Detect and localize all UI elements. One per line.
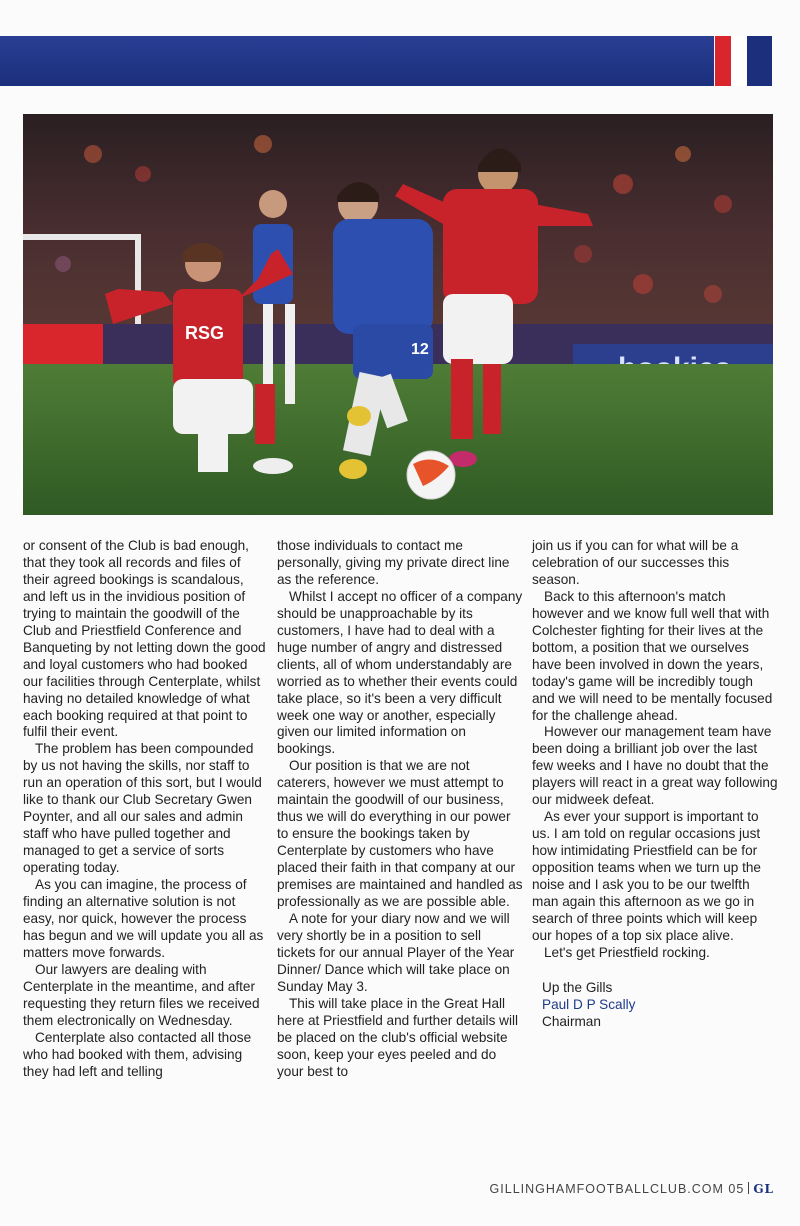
paragraph: The problem has been compounded by us not having the skills, nor staff to run an operation of this sort, but I would like to thank our Club Secretary Gwen Poynter, and all our sales and admin staff who have pulled together and managed to get a service of sorts operating today. (23, 741, 262, 876)
paragraph: Centerplate also contacted all those who had booked with them, advising they had left and telling (23, 1029, 252, 1079)
paragraph: However our management team have been doing a brilliant job over the last few weeks and I have no doubt that the players will react in a great way following our midweek defeat. (532, 724, 778, 808)
paragraph: Let's get Priestfield rocking. (544, 944, 710, 960)
paragraph: As you can imagine, the process of finding an alternative solution is not easy, nor quick, however the process has begun and we will update you all as matters move forwards. (23, 877, 264, 960)
article-column-3 (532, 538, 778, 1030)
shirt-number: 12 (411, 341, 429, 358)
paragraph: Whilst I accept no officer of a company should be unapproachable by its customers, I have had to deal with a huge number of angry and distressed clients, all of whom understandably are worried as to whether their events could take place, so it's been a very difficult week one way or another, especially given our limited information on bookings. (277, 588, 523, 757)
paragraph: As ever your support is important to us. I am told on regular occasions just how intimidating Priestfield can be for opposition teams when we turn up the noise and I ask you to be our twelfth man again this afternoon as we go in search of three points which will keep our hopes of a top six place alive. (532, 809, 761, 943)
paragraph: Back to this afternoon's match however and we know full well that with Colchester fighting for their lives at the bottom, a position that we ourselves have been involved in down the years, today's game will be incredibly tough and we will need to be mentally focused for the challenge ahead. (532, 588, 773, 723)
signoff-closing: Up the Gills (542, 979, 613, 995)
header-band (0, 36, 714, 86)
paragraph: or consent of the Club is bad enough, that they took all records and files of their agreed bookings is scandalous, and left us in the invidious position of trying to maintain the goodwill of the Club and Priestfield Conference and Banqueting by not letting down the good and loyal customers who had booked our facilities through Centerplate, whilst having no detailed knowledge of what each booking required at that point to fulfil their event. (23, 538, 266, 740)
kneeling-shirt-sponsor: RSG (185, 323, 225, 343)
page-number: 05 (728, 1182, 745, 1196)
header-stripe-red (715, 36, 731, 86)
paragraph: Our lawyers are dealing with Centerplate in the meantime, and after requesting they return files we received them electronically on Wednesday. (23, 961, 260, 1028)
paragraph: This will take place in the Great Hall here at Priestfield and further details will be placed on the club's official website soon, keep your eyes peeled and do your best to (277, 995, 519, 1079)
signoff (532, 979, 778, 1030)
signoff-name: Paul D P Scally (542, 996, 636, 1012)
match-photo (23, 114, 773, 515)
page-footer (490, 1182, 774, 1196)
paragraph: join us if you can for what will be a celebration of our successes this season. (532, 538, 739, 587)
footer-url: GILLINGHAMFOOTBALLCLUB.COM (489, 1182, 724, 1196)
article-column-2 (277, 538, 523, 1081)
article-column-1 (23, 538, 269, 1081)
signoff-title: Chairman (542, 1013, 601, 1029)
paragraph: those individuals to contact me personally, giving my private direct line as the reference. (277, 538, 510, 587)
paragraph: A note for your diary now and we will very shortly be in a position to sell tickets for our annual Player of the Year Dinner/ Dance which will take place on Sunday May 3. (277, 910, 515, 994)
header-stripe-blue (747, 36, 772, 86)
header-stripe-white (731, 36, 747, 86)
footer-divider (748, 1182, 749, 1194)
paragraph: Our position is that we are not caterers, however we must attempt to maintain the goodwill of our business, thus we will do everything in our power to ensure the bookings taken by Centerplate by customers who have placed their faith in that company at our premises are maintained and handled as professionally as we are possible able. (277, 758, 523, 910)
club-logo-icon: GL (753, 1182, 774, 1196)
